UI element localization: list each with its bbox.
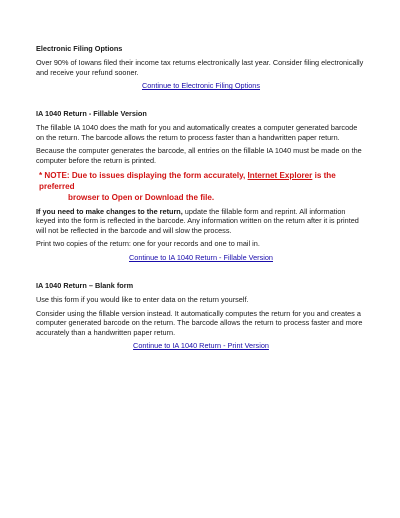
browser-note-ie: Internet Explorer [247,170,313,180]
electronic-filing-section [36,44,366,91]
electronic-filing-link-row [36,81,366,91]
blank-form-consider-text: Consider using the fillable version instead. It automatically computes the return for you and creates a computer generated barcode on the return. The barcode allows the return to process faster and more accurately than a handwritten paper return. [36,308,363,337]
fillable-print-text: Print two copies of the return: one for your records and one to mail in. [36,239,260,249]
electronic-filing-link[interactable]: Continue to Electronic Filing Options [141,81,261,91]
blank-form-usage-text: Use this form if you would like to enter data on the return yourself. [36,294,249,304]
blank-form-link-row [36,341,366,351]
browser-note [36,170,366,203]
fillable-changes-rest: update the fillable form and reprint. All information keyed into the form is reflected in the barcode. Any information written on the return after it is printed will not be reflected in the barcode and will slow the process. [36,206,359,235]
browser-note-prefix: * NOTE: Due to issues displaying the form accurately, [39,170,246,180]
blank-form-heading: IA 1040 Return – Blank form [36,280,134,290]
electronic-filing-heading: Electronic Filing Options [36,44,123,53]
fillable-changes-bold: If you need to make changes to the return, [36,206,183,216]
fillable-changes-text [36,207,366,236]
blank-form-section [36,281,366,351]
document-page [36,44,366,351]
browser-note-suffix: is the preferred [39,170,336,191]
fillable-barcode-text: Because the computer generates the barcode, all entries on the fillable IA 1040 must be made on the computer before the return is printed. [36,146,362,165]
browser-note-line2: browser to Open or Download the file. [68,192,215,202]
fillable-version-section [36,109,366,263]
electronic-filing-text: Over 90% of Iowans filed their income tax returns electronically last year. Consider filing electronically and receive your refund sooner. [36,58,364,77]
print-version-link[interactable]: Continue to IA 1040 Return - Print Version [133,341,269,351]
fillable-intro-text: The fillable IA 1040 does the math for you and automatically creates a computer generated barcode on the return. The barcode allows the return to process faster than a handwritten paper return. [36,123,358,142]
fillable-link-row [36,253,366,263]
fillable-version-link[interactable]: Continue to IA 1040 Return - Fillable Version [129,252,273,262]
fillable-version-heading: IA 1040 Return - Fillable Version [36,109,147,119]
